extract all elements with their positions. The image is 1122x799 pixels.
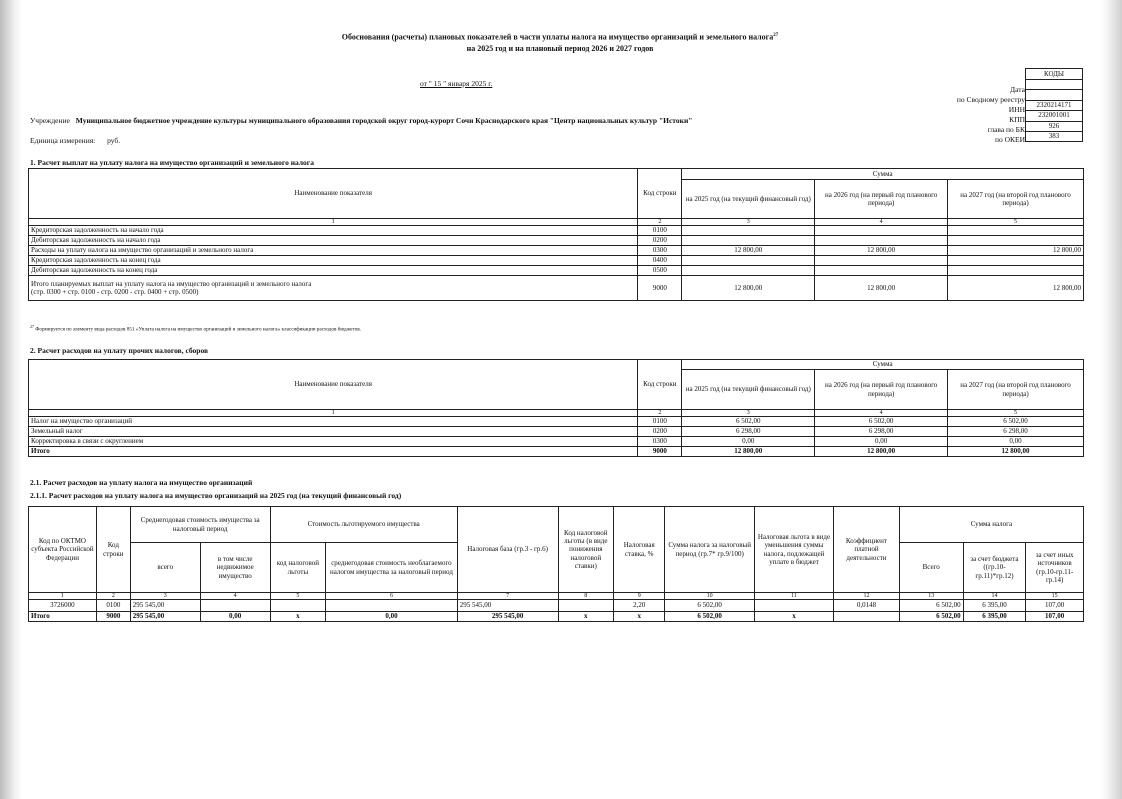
unit-line [30,137,120,145]
s21-header-oktmo: Код по ОКТМО субъекта Российской Федерации [29,507,97,593]
table-row: Дебиторская задолженность на конец года 0500 [29,266,1084,276]
s21-colnum: 8 [558,593,614,600]
s21-header-benefit-code: код налоговой льготы [270,543,326,593]
footnote-ref: 27 [30,324,34,329]
s21-colnum: 14 [963,593,1026,600]
table-row: Дебиторская задолженность на начало года 0200 [29,236,1084,246]
footnote-text: Формируется по элементу вида расходов 851 «Уплата налога на имущество организаций и земельного налога» классификации расходов бюджетов. [35,326,361,333]
s21-header-base: Налоговая база (гр.3 - гр.6) [457,507,558,593]
s2-header-year1: на 2025 год (на текущий финансовый год) [682,370,815,410]
code-value-kpp: 232001001 [1025,111,1083,121]
code-value-inn: 2320214171 [1025,101,1083,111]
code-label-okei: по ОКЕИ [994,135,1025,144]
s2-header-sum: Сумма [682,360,1084,370]
unit-label: Единица измерения: [30,136,96,145]
code-label-date: Дата [1010,85,1025,94]
s21-colnum: 15 [1026,593,1084,600]
s21-colnum: 3 [130,593,200,600]
s1-header-name: Наименование показателя [29,169,638,219]
s21-colnum: 2 [96,593,130,600]
code-label-inn: ИНН [1008,105,1025,114]
s21-header-rate: Налоговая ставка, % [614,507,665,593]
s21-colnum: 5 [270,593,326,600]
document-title: Обоснования (расчеты) плановых показателей в части уплаты налога на имущество организаций и земельного налога$^{27}$ [341,32,779,42]
s2-header-year3: на 2027 год (на второй год планового периода) [948,370,1084,410]
s21-header-sum-total: Всего [899,543,963,593]
s1-header-year3: на 2027 год (на второй год планового периода) [948,180,1084,219]
code-label-bk: глава по БК [987,125,1025,134]
s1-colnum: 2 [638,219,682,226]
section21-table [28,506,1084,622]
table-row: Корректировка в связи с округлением 0300 0,00 0,00 0,00 [29,437,1084,447]
s21-header-lower: Код налоговой льготы (в виде понижения налоговой ставки) [558,507,614,593]
scan-shadow-left [0,0,22,799]
s1-colnum: 4 [815,219,948,226]
codes-box [1025,68,1083,142]
table-row: Расходы на уплату налога на имущество организаций и земельного налога 0300 12 800,00 12 800,00 12 800,00 [29,246,1084,256]
institution-line [30,117,692,125]
s21-colnum: 9 [614,593,665,600]
table-row: Налог на имущество организаций 0100 6 502,00 6 502,00 6 502,00 [29,417,1084,427]
unit-value: руб. [107,136,121,145]
s21-colnum: 11 [754,593,833,600]
table-row: 3726000 0100 295 545,00 295 545,00 2,20 6 502,00 0,0148 6 502,00 6 395,00 107,00 [29,600,1084,612]
institution-name: Муниципальное бюджетное учреждение культуры муниципального образования городской округ город-курорт Сочи Краснодарского края "Центр национальных культур "Истоки" [75,116,693,125]
s1-colnum: 5 [948,219,1084,226]
s21-header-avg: Среднегодовая стоимость имущества за налоговый период [130,507,270,543]
s21-colnum: 4 [200,593,270,600]
title-footnote-ref: 27 [773,33,779,38]
document-subtitle: на 2025 год и на плановый период 2026 и 2027 годов [466,44,654,53]
document-date: от " 15 " января 2025 г. [420,79,493,88]
code-value-registry [1025,90,1083,100]
s21-colnum: 7 [457,593,558,600]
s1-colnum: 1 [29,219,638,226]
table-row: Кредиторская задолженность на конец года 0400 [29,256,1084,266]
s2-colnum: 5 [948,410,1084,417]
section21-title: 2.1. Расчет расходов на уплату налога на имущество организаций [30,478,253,487]
institution-label: Учреждение [30,116,70,125]
table-row-total: Итого 9000 12 800,00 12 800,00 12 800,00 [29,447,1084,457]
s2-header-code: Код строки [638,360,682,410]
section2-table [28,359,1084,457]
s21-header-sum: Сумма налога [899,507,1083,543]
table-row: Кредиторская задолженность на начало года 0100 [29,226,1084,236]
table-row: Земельный налог 0200 6 298,00 6 298,00 6 298,00 [29,427,1084,437]
s21-colnum: 6 [326,593,458,600]
s21-colnum: 10 [665,593,754,600]
s21-header-taxsum: Сумма налога за налоговый период (гр.7* гр.9/100) [665,507,754,593]
codes-header: КОДЫ [1025,68,1083,80]
s21-colnum: 1 [29,593,97,600]
s21-colnum: 12 [834,593,900,600]
s2-colnum: 4 [815,410,948,417]
s21-header-avg-realty: в том числе недвижимое имущество [200,543,270,593]
table-row-total: Итого 9000 295 545,00 0,00 x 0,00 295 545,00 x x 6 502,00 x 6 502,00 6 395,00 107,00 [29,612,1084,622]
section1-title: 1. Расчет выплат на уплату налога на имущество организаций и земельного налога [30,158,314,167]
code-value-okei: 383 [1025,132,1083,142]
s21-header-relief: Налоговая льгота в виде уменьшения суммы налога, подлежащей уплате в бюджет [754,507,833,593]
s2-header-year2: на 2026 год (на первый год планового периода) [815,370,948,410]
s1-total-name-line2: (стр. 0300 + стр. 0100 - стр. 0200 - стр. 0400 + стр. 0500) [31,288,199,296]
s2-colnum: 1 [29,410,638,417]
s21-header-benefit-avg: среднегодовая стоимость необлагаемого налогом имущества за налоговый период [326,543,458,593]
s21-header-sum-other: за счет иных источников (гр.10-гр.11-гр.14) [1026,543,1084,593]
s1-total-name-line1: Итого планируемых выплат на уплату налога на имущество организаций и земельного налога [31,279,312,288]
code-label-registry: по Сводному реестру [956,95,1025,104]
section1-table [28,168,1084,301]
s1-header-year1: на 2025 год (на текущий финансовый год) [682,180,815,219]
s1-header-sum: Сумма [682,169,1084,180]
s1-header-year2: на 2026 год (на первый год планового периода) [815,180,948,219]
s21-header-code: Код строки [96,507,130,593]
s21-header-sum-budget: за счет бюджета ((гр.10-гр.11)*гр.12) [963,543,1026,593]
table-row-total: Итого планируемых выплат на уплату налога на имущество организаций и земельного налога (стр. 0300 + стр. 0100 - стр. 0200 - стр. 0400 + стр. 0500) 9000 12 800,00 12 800,00 12 800,00 [29,276,1084,301]
section2-title: 2. Расчет расходов на уплату прочих налогов, сборов [30,346,209,355]
s21-header-benefit: Стоимость льготируемого имущества [270,507,457,543]
s2-colnum: 2 [638,410,682,417]
s1-colnum: 3 [682,219,815,226]
scan-shadow-right [1100,0,1122,799]
s21-header-coef: Коэффициент платной деятельности [834,507,900,593]
s2-header-name: Наименование показателя [29,360,638,410]
s21-colnum: 13 [899,593,963,600]
s1-header-code: Код строки [638,169,682,219]
code-value-date [1025,80,1083,90]
code-label-kpp: КПП [1009,115,1025,124]
s2-colnum: 3 [682,410,815,417]
section211-title: 2.1.1. Расчет расходов на уплату налога на имущество организаций на 2025 год (на текущий финансовый год) [30,491,402,500]
section1-footnote [30,325,361,333]
code-value-bk: 926 [1025,122,1083,132]
s21-header-avg-total: всего [130,543,200,593]
